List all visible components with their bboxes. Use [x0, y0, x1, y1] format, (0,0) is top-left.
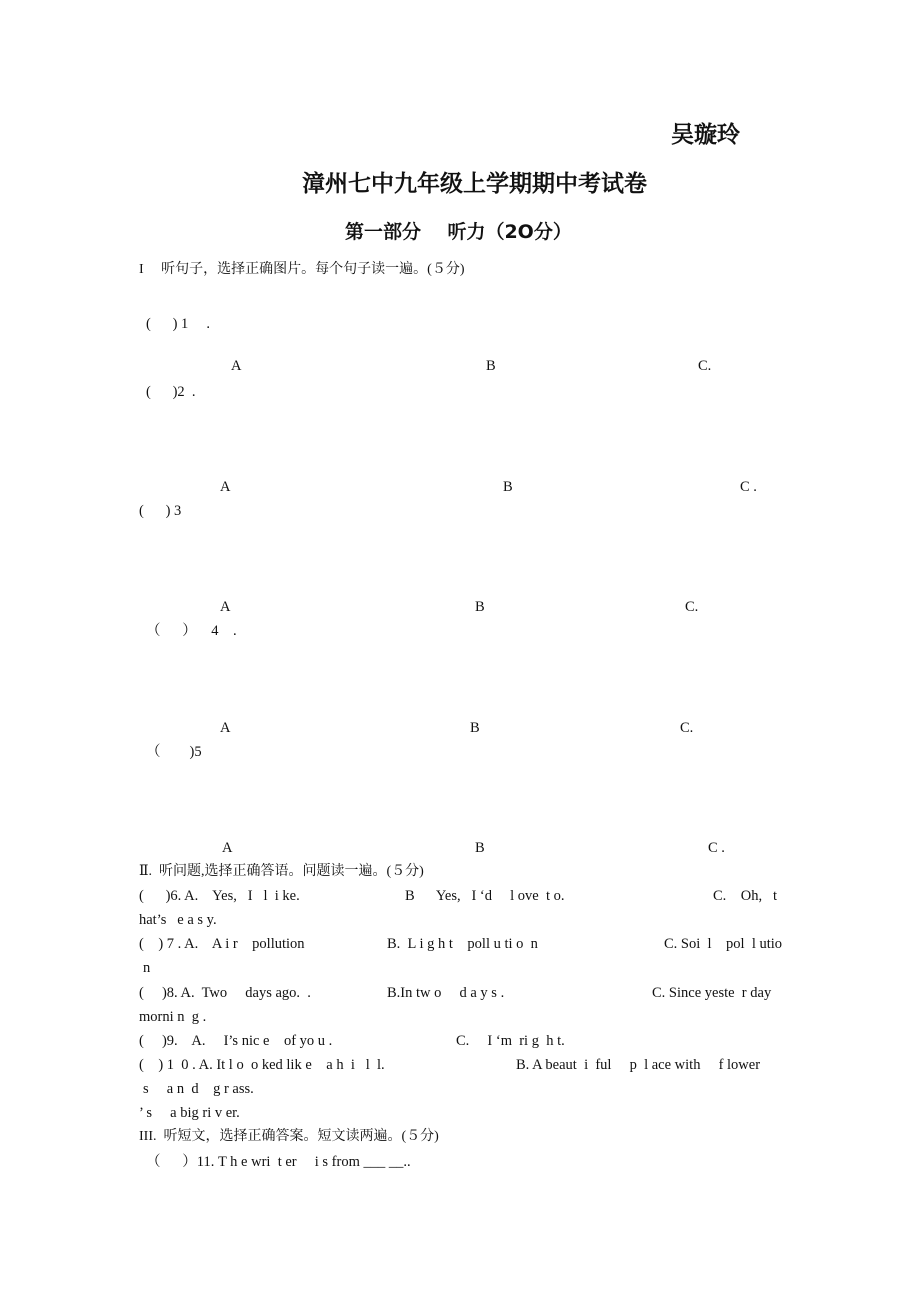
- exam-title: 漳州七中九年级上学期期中考试卷: [302, 171, 647, 197]
- question-1-option-b: B: [486, 358, 496, 374]
- question-6-option-a: ( )6. A. Yes, I l i ke.: [139, 888, 300, 904]
- question-10-option-b: B. A beaut i ful p l ace with f lower: [516, 1057, 761, 1073]
- question-10-option-c: ’ s a big ri v er.: [139, 1105, 240, 1121]
- question-6-continued: hat’s e a s y.: [139, 912, 217, 928]
- question-7-option-a: ( ) 7 . A. A i r pollution: [139, 936, 305, 952]
- question-5-option-a: A: [222, 840, 233, 856]
- part-heading: 第一部分 听力（2O分）: [345, 221, 572, 243]
- question-8-option-c: C. Since yeste r day: [652, 985, 772, 1001]
- question-4-option-a: A: [220, 720, 231, 736]
- question-6-option-b: B Yes, I ‘d l ove t o.: [405, 888, 565, 904]
- author-name: 吴璇玲: [671, 122, 740, 148]
- question-10-continued: s a n d g r ass.: [143, 1081, 254, 1097]
- question-5-option-c: C .: [708, 840, 725, 856]
- question-4-stem: （ ） 4 .: [146, 623, 237, 639]
- question-1-option-c: C.: [698, 358, 712, 374]
- question-10-option-a: ( ) 1 0 . A. It l o o ked lik e a h i l l.: [139, 1057, 385, 1073]
- question-7-option-c: C. Soi l pol l utio: [664, 936, 783, 952]
- question-2-option-a: A: [220, 479, 231, 495]
- section-2-heading: Ⅱ. 听问题,选择正确答语。问题读一遍。(５分): [139, 864, 424, 879]
- question-9-option-c: C. I ‘m ri g h t.: [456, 1033, 565, 1049]
- question-2-option-c: C .: [740, 479, 757, 495]
- question-11-stem: （ ）11. T h e wri t er i s from ___ __..: [146, 1154, 411, 1170]
- section-3-heading: III. 听短文，选择正确答案。短文读两遍。(５分): [139, 1129, 439, 1144]
- question-5-option-b: B: [475, 840, 485, 856]
- question-6-option-c: C. Oh, t: [713, 888, 778, 904]
- question-8-option-b: B.In tw o d a y s .: [387, 985, 505, 1001]
- question-7-option-b: B. L i g h t poll u ti o n: [387, 936, 538, 952]
- question-7-continued: n: [143, 960, 151, 976]
- question-5-stem: （ )5: [146, 744, 202, 760]
- question-3-option-b: B: [475, 599, 485, 615]
- question-2-option-b: B: [503, 479, 513, 495]
- question-8-option-a: ( )8. A. Two days ago. .: [139, 985, 311, 1001]
- question-4-option-b: B: [470, 720, 480, 736]
- question-3-option-c: C.: [685, 599, 699, 615]
- section-1-heading: I 听句子，选择正确图片。每个句子读一遍。(５分): [139, 262, 465, 277]
- question-3-option-a: A: [220, 599, 231, 615]
- question-2-stem: ( )2 .: [146, 384, 196, 400]
- question-8-continued: morni n g .: [139, 1009, 207, 1025]
- question-1-stem: ( ) 1 .: [146, 316, 211, 332]
- question-3-stem: ( ) 3: [139, 503, 182, 519]
- question-9-option-a: ( )9. A. I’s nic e of yo u .: [139, 1033, 333, 1049]
- question-4-option-c: C.: [680, 720, 694, 736]
- question-1-option-a: A: [231, 358, 242, 374]
